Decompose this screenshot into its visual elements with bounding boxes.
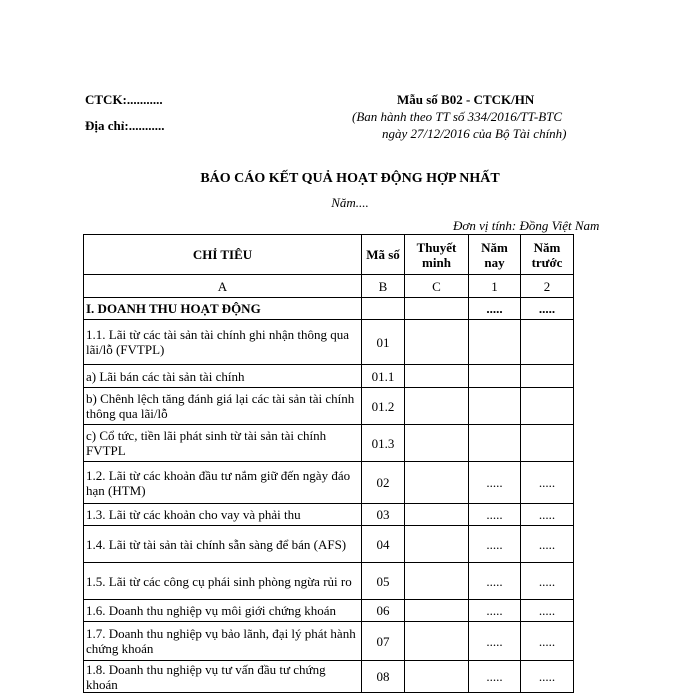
label-note: C <box>405 275 469 298</box>
table-row <box>84 622 574 661</box>
cell-current: ..... <box>469 563 521 600</box>
cell-note <box>405 388 469 425</box>
label-previous: 2 <box>521 275 574 298</box>
table-row <box>84 526 574 563</box>
cell-previous: ..... <box>521 298 574 320</box>
header-note: Thuyết minh <box>405 235 469 275</box>
cell-code: 01 <box>362 320 405 365</box>
cell-current: ..... <box>469 661 521 693</box>
cell-current: ..... <box>469 526 521 563</box>
cell-current: ..... <box>469 622 521 661</box>
table-row <box>84 563 574 600</box>
company-name: CTCK:........... <box>85 92 163 107</box>
table-row <box>84 462 574 504</box>
cell-note <box>405 526 469 563</box>
cell-indicator: 1.6. Doanh thu nghiệp vụ môi giới chứng khoán <box>84 600 362 622</box>
cell-current: ..... <box>469 504 521 526</box>
cell-code: 08 <box>362 661 405 693</box>
cell-note <box>405 462 469 504</box>
cell-indicator: 1.7. Doanh thu nghiệp vụ bảo lãnh, đại lý phát hành chứng khoán <box>84 622 362 661</box>
cell-indicator: 1.1. Lãi từ các tài sản tài chính ghi nhận thông qua lãi/lỗ (FVTPL) <box>84 320 362 365</box>
cell-note <box>405 661 469 693</box>
cell-note <box>405 622 469 661</box>
header-previous-year: Năm trước <box>521 235 574 275</box>
table-row <box>84 298 574 320</box>
cell-previous <box>521 425 574 462</box>
cell-code: 02 <box>362 462 405 504</box>
report-table <box>83 234 574 693</box>
cell-code: 01.2 <box>362 388 405 425</box>
cell-code <box>362 298 405 320</box>
cell-note <box>405 320 469 365</box>
label-code: B <box>362 275 405 298</box>
form-code: Mẫu số B02 - CTCK/HN <box>397 92 535 107</box>
currency-unit: Đơn vị tính: Đồng Việt Nam <box>453 218 600 233</box>
table-header-row <box>84 235 574 275</box>
table-body <box>84 298 574 693</box>
cell-indicator: c) Cổ tức, tiền lãi phát sinh từ tài sản tài chính FVTPL <box>84 425 362 462</box>
cell-current: ..... <box>469 298 521 320</box>
cell-previous: ..... <box>521 526 574 563</box>
cell-current: ..... <box>469 600 521 622</box>
issued-date: ngày 27/12/2016 của Bộ Tài chính) <box>382 126 567 141</box>
cell-note <box>405 504 469 526</box>
cell-indicator: 1.3. Lãi từ các khoản cho vay và phải thu <box>84 504 362 526</box>
cell-current: ..... <box>469 462 521 504</box>
table-row <box>84 365 574 388</box>
label-indicator: A <box>84 275 362 298</box>
cell-previous: ..... <box>521 600 574 622</box>
cell-previous: ..... <box>521 661 574 693</box>
cell-note <box>405 563 469 600</box>
cell-indicator: I. DOANH THU HOẠT ĐỘNG <box>84 298 362 320</box>
table-row <box>84 504 574 526</box>
report-title: BÁO CÁO KẾT QUẢ HOẠT ĐỘNG HỢP NHẤT <box>200 171 500 186</box>
table-row <box>84 661 574 693</box>
cell-code: 06 <box>362 600 405 622</box>
header-current-year: Năm nay <box>469 235 521 275</box>
cell-previous: ..... <box>521 462 574 504</box>
cell-previous: ..... <box>521 622 574 661</box>
cell-code: 04 <box>362 526 405 563</box>
cell-note <box>405 425 469 462</box>
cell-code: 01.1 <box>362 365 405 388</box>
header-indicator: CHỈ TIÊU <box>84 235 362 275</box>
cell-note <box>405 600 469 622</box>
cell-previous: ..... <box>521 504 574 526</box>
cell-code: 03 <box>362 504 405 526</box>
cell-previous <box>521 320 574 365</box>
table-row <box>84 388 574 425</box>
report-year: Năm.... <box>331 195 369 210</box>
cell-indicator: 1.5. Lãi từ các công cụ phái sinh phòng ngừa rủi ro <box>84 563 362 600</box>
cell-code: 01.3 <box>362 425 405 462</box>
cell-indicator: b) Chênh lệch tăng đánh giá lại các tài sản tài chính thông qua lãi/lỗ <box>84 388 362 425</box>
cell-indicator: 1.8. Doanh thu nghiệp vụ tư vấn đầu tư chứng khoán <box>84 661 362 693</box>
cell-code: 07 <box>362 622 405 661</box>
cell-current <box>469 425 521 462</box>
issued-by: (Ban hành theo TT số 334/2016/TT-BTC <box>352 109 563 124</box>
company-address: Địa chỉ:........... <box>85 118 165 133</box>
table-row <box>84 425 574 462</box>
cell-note <box>405 298 469 320</box>
cell-current <box>469 388 521 425</box>
cell-previous <box>521 388 574 425</box>
table-row <box>84 600 574 622</box>
column-label-row <box>84 275 574 298</box>
cell-current <box>469 365 521 388</box>
cell-previous <box>521 365 574 388</box>
header-code: Mã số <box>362 235 405 275</box>
cell-previous: ..... <box>521 563 574 600</box>
cell-note <box>405 365 469 388</box>
cell-code: 05 <box>362 563 405 600</box>
cell-current <box>469 320 521 365</box>
cell-indicator: 1.2. Lãi từ các khoản đầu tư nắm giữ đến ngày đáo hạn (HTM) <box>84 462 362 504</box>
label-current: 1 <box>469 275 521 298</box>
cell-indicator: 1.4. Lãi từ tài sản tài chính sẵn sàng để bán (AFS) <box>84 526 362 563</box>
table-row <box>84 320 574 365</box>
cell-indicator: a) Lãi bán các tài sản tài chính <box>84 365 362 388</box>
